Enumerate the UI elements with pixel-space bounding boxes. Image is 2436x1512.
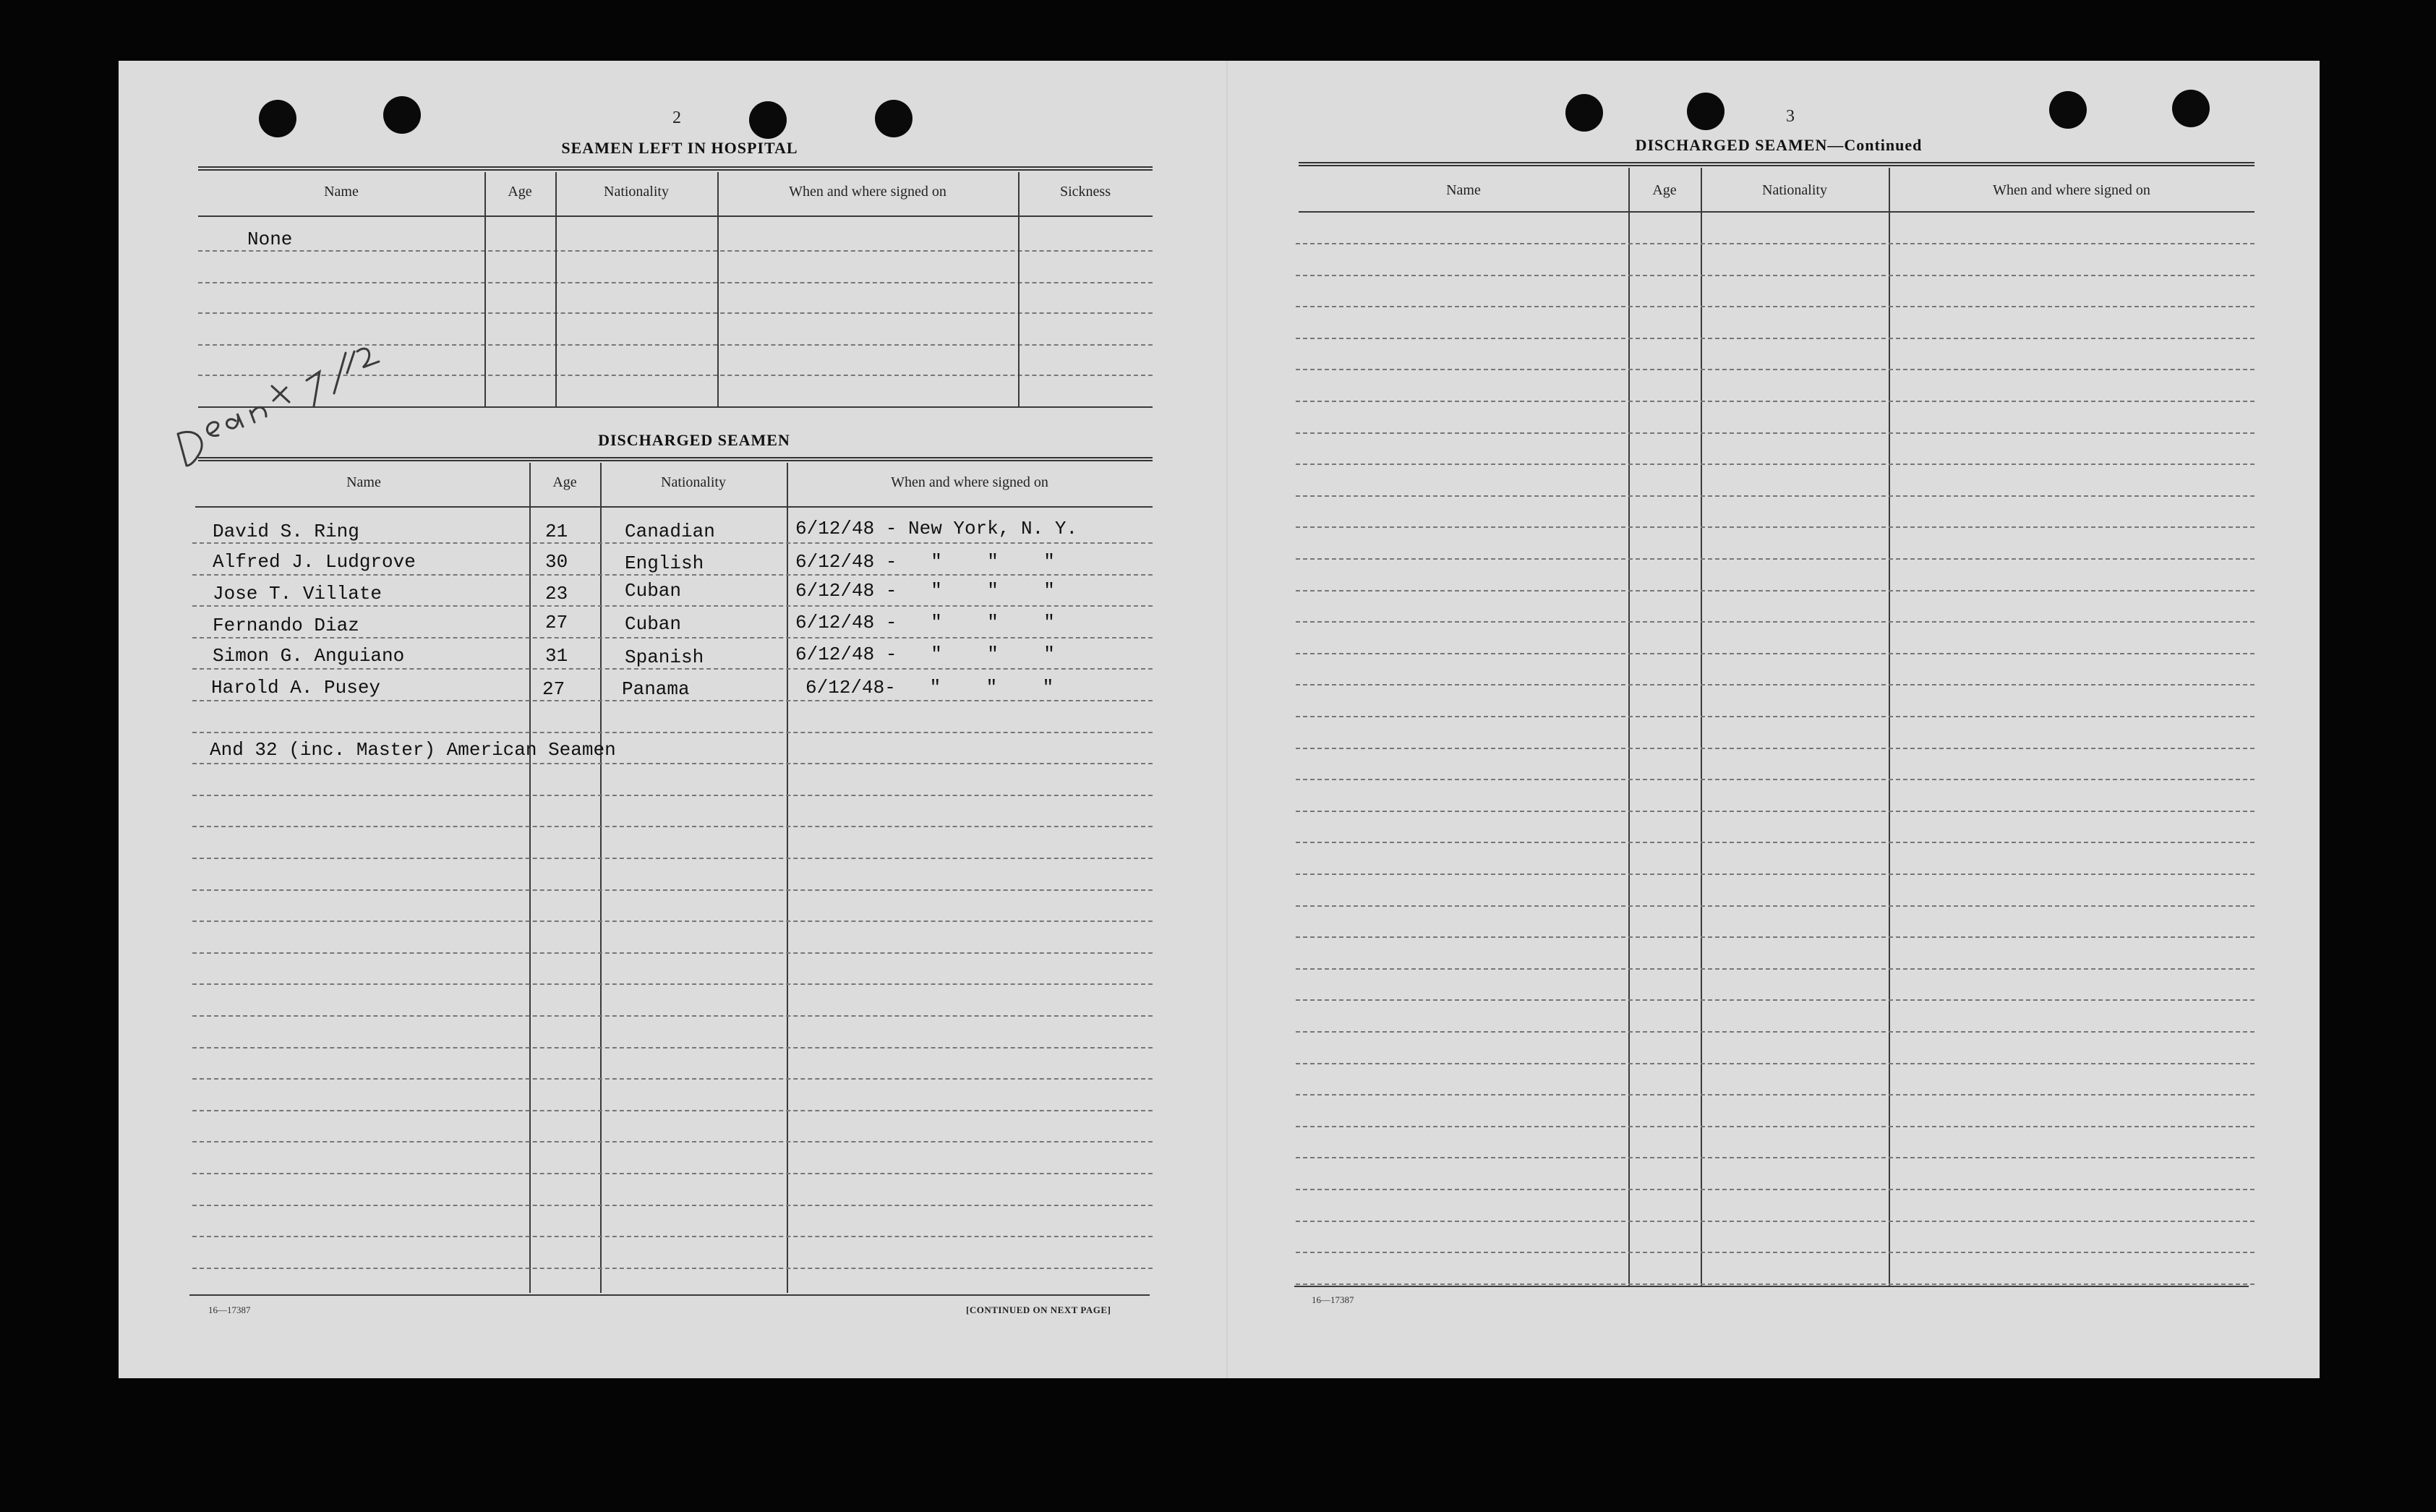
section-title-text: DISCHARGED SEAMEN (1635, 136, 1828, 154)
table-row-rule (192, 542, 1153, 544)
column-divider (555, 172, 557, 408)
table-row-rule (192, 1015, 1153, 1017)
table-row-rule (1296, 842, 2255, 843)
table-row-rule (1296, 369, 2255, 370)
column-divider (1628, 168, 1630, 1287)
seaman-signed-on: 6/12/48 - " " " (795, 612, 1055, 633)
seaman-age: 23 (545, 583, 568, 605)
seaman-signed-on: 6/12/48 - " " " (795, 551, 1055, 573)
punch-hole (2049, 91, 2087, 129)
hospital-entry: None (247, 228, 293, 250)
table-row-rule (192, 605, 1153, 607)
table-row-rule (192, 858, 1153, 859)
table-row-rule (192, 1078, 1153, 1080)
seaman-name: Alfred J. Ludgrove (213, 551, 416, 573)
page-number: 3 (1786, 107, 1795, 126)
seaman-nationality: Panama (622, 678, 690, 700)
table-row-rule (192, 1236, 1153, 1237)
column-header-nationality: Nationality (604, 184, 669, 200)
form-number: 16—17387 (208, 1304, 251, 1315)
table-row-rule (1296, 968, 2255, 970)
page-number: 2 (672, 108, 681, 127)
section-title-suffix: —Continued (1827, 136, 1923, 154)
column-header-name: Name (324, 184, 359, 200)
seaman-signed-on: 6/12/48 - " " " (795, 580, 1055, 602)
table-row-rule (1296, 811, 2255, 812)
column-header-age: Age (552, 474, 577, 490)
table-row-rule (1296, 306, 2255, 307)
seaman-nationality: English (625, 552, 704, 574)
seaman-nationality: Cuban (625, 613, 682, 635)
table-row-rule (192, 889, 1153, 891)
table-row-rule (1296, 1252, 2255, 1253)
table-row-rule (1296, 275, 2255, 276)
table-row-rule (192, 1268, 1153, 1269)
table-bottom-rule (1294, 1286, 2249, 1287)
punch-hole (1687, 93, 1725, 130)
column-header-name: Name (346, 474, 381, 490)
table-row-rule (1296, 1284, 2255, 1285)
table-row-rule (1296, 1221, 2255, 1222)
table-row-rule (1296, 1157, 2255, 1158)
table-row-rule (1296, 874, 2255, 875)
table-row-rule (192, 952, 1153, 954)
table-top-rule (198, 457, 1153, 461)
column-header-nationality: Nationality (1762, 182, 1827, 198)
table-header-rule (198, 215, 1153, 217)
seaman-age: 21 (545, 521, 568, 542)
table-row-rule (192, 1047, 1153, 1048)
table-row-rule (192, 1110, 1153, 1111)
seaman-signed-on: 6/12/48- " " " (805, 677, 1054, 699)
table-row-rule (192, 637, 1153, 638)
table-row-rule (192, 826, 1153, 827)
seaman-nationality: Canadian (625, 521, 715, 542)
column-divider (787, 463, 788, 1293)
table-row-rule (198, 282, 1153, 283)
punch-hole (1565, 94, 1603, 132)
table-row-rule (1296, 526, 2255, 528)
table-row-rule (1296, 1031, 2255, 1033)
seaman-nationality: Cuban (625, 580, 682, 602)
table-row-rule (192, 795, 1153, 796)
column-header-signed-on: When and where signed on (789, 184, 946, 200)
table-row-rule (1296, 779, 2255, 780)
table-row-rule (1296, 338, 2255, 339)
seaman-name: David S. Ring (213, 521, 359, 542)
table-row-rule (1296, 401, 2255, 402)
table-row-rule (192, 732, 1153, 733)
document-sheet (119, 61, 2320, 1378)
handwritten-annotation (165, 292, 411, 480)
table-row-rule (1296, 936, 2255, 938)
seaman-age: 30 (545, 551, 568, 573)
seaman-age: 31 (545, 645, 568, 667)
column-divider (1018, 172, 1020, 408)
table-header-rule (1299, 211, 2255, 213)
table-row-rule (198, 250, 1153, 252)
table-row-rule (1296, 905, 2255, 907)
punch-hole (875, 100, 913, 137)
table-row-rule (1296, 1063, 2255, 1064)
table-row-rule (1296, 684, 2255, 685)
table-top-rule (1299, 162, 2255, 166)
column-header-signed-on: When and where signed on (1993, 182, 2150, 198)
seaman-signed-on: 6/12/48 - " " " (795, 644, 1055, 665)
seaman-name: Simon G. Anguiano (213, 645, 405, 667)
column-header-age: Age (1652, 182, 1677, 198)
seaman-nationality: Spanish (625, 646, 704, 668)
table-row-rule (1296, 464, 2255, 465)
table-row-rule (192, 700, 1153, 701)
seaman-name: Harold A. Pusey (211, 677, 381, 699)
table-row-rule (1296, 621, 2255, 623)
table-header-rule (195, 506, 1153, 508)
column-header-signed-on: When and where signed on (891, 474, 1048, 490)
table-row-rule (1296, 748, 2255, 749)
table-row-rule (1296, 590, 2255, 591)
section-title-discharged-continued (1555, 136, 2003, 155)
table-row-rule (1296, 716, 2255, 717)
table-row-rule (1296, 1126, 2255, 1127)
table-row-rule (192, 574, 1153, 576)
continued-note: [CONTINUED ON NEXT PAGE] (966, 1304, 1111, 1315)
table-row-rule (1296, 999, 2255, 1001)
table-row-rule (192, 763, 1153, 764)
table-row-rule (1296, 432, 2255, 434)
form-number: 16—17387 (1312, 1294, 1354, 1305)
punch-hole (259, 100, 296, 137)
seaman-age: 27 (545, 612, 568, 633)
punch-hole (383, 96, 421, 134)
summary-note: And 32 (inc. Master) American Seamen (210, 739, 616, 761)
column-divider (529, 463, 531, 1293)
punch-hole (749, 101, 787, 139)
table-row-rule (1296, 1094, 2255, 1095)
column-header-age: Age (508, 184, 532, 200)
table-row-rule (1296, 495, 2255, 497)
column-divider (600, 463, 602, 1293)
column-divider (484, 172, 486, 408)
seaman-name: Jose T. Villate (213, 583, 383, 605)
table-top-rule (198, 166, 1153, 171)
punch-hole (2172, 90, 2210, 127)
table-row-rule (192, 1141, 1153, 1142)
section-title-hospital: SEAMEN LEFT IN HOSPITAL (561, 139, 798, 157)
table-row-rule (1296, 243, 2255, 244)
column-header-name: Name (1446, 182, 1481, 198)
section-title-discharged: DISCHARGED SEAMEN (598, 431, 790, 449)
column-divider (1701, 168, 1702, 1287)
seaman-age: 27 (542, 678, 565, 700)
table-bottom-rule (189, 1294, 1150, 1296)
seaman-name: Fernando Diaz (213, 615, 359, 636)
column-divider (1889, 168, 1890, 1287)
table-row-rule (1296, 653, 2255, 654)
table-row-rule (192, 1205, 1153, 1206)
table-row-rule (192, 983, 1153, 985)
column-header-nationality: Nationality (661, 474, 726, 490)
seaman-signed-on: 6/12/48 - New York, N. Y. (795, 518, 1078, 539)
page-fold (1226, 61, 1228, 1378)
table-row-rule (1296, 1189, 2255, 1190)
table-row-rule (192, 1173, 1153, 1174)
table-row-rule (192, 921, 1153, 922)
table-row-rule (192, 668, 1153, 670)
column-header-sickness: Sickness (1060, 184, 1111, 200)
table-row-rule (1296, 558, 2255, 560)
column-divider (717, 172, 719, 408)
